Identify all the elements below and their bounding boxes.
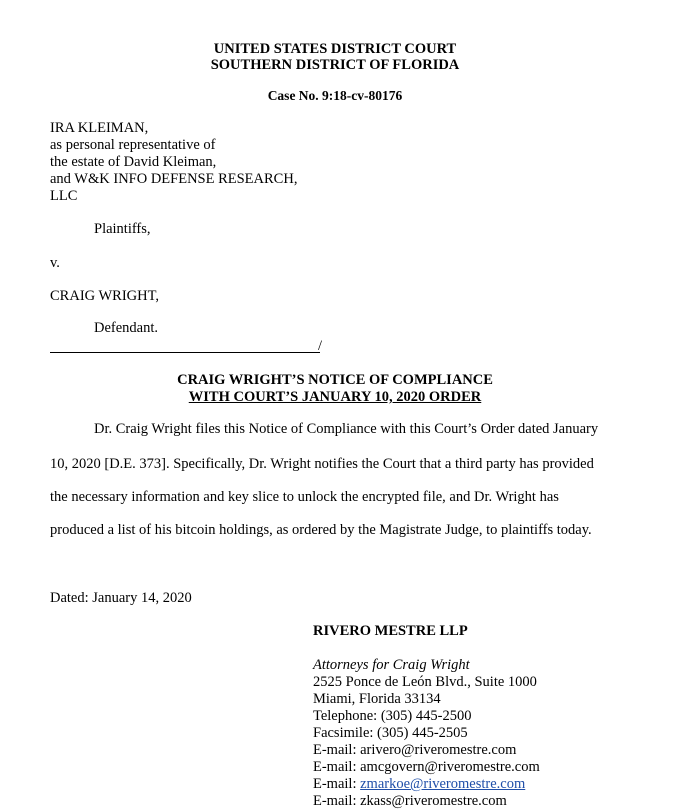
body-line: the necessary information and key slice to unlock the encrypted file, and Dr. Wright has [50, 489, 559, 505]
court-name: UNITED STATES DISTRICT COURT [213, 41, 457, 57]
plaintiffs-label: Plaintiffs, [94, 221, 151, 237]
email-row [313, 742, 540, 759]
telephone: Telephone: (305) 445-2500 [313, 708, 472, 724]
notice-subtitle: WITH COURT’S JANUARY 10, 2020 ORDER [188, 389, 482, 405]
email-address: amcgovern@riveromestre.com [360, 759, 540, 775]
court-district: SOUTHERN DISTRICT OF FLORIDA [210, 57, 460, 73]
body-line: Dr. Craig Wright files this Notice of Compliance with this Court’s Order dated January [94, 421, 599, 437]
email-label: E-mail: [313, 793, 357, 809]
plaintiff-line: IRA KLEIMAN, [50, 120, 149, 136]
plaintiffs-caption [50, 120, 297, 205]
plaintiff-line: LLC [50, 188, 78, 204]
attorneys-for: Attorneys for Craig Wright [313, 657, 470, 673]
body-line: produced a list of his bitcoin holdings, as ordered by the Magistrate Judge, to plaintiffs today. [50, 522, 592, 538]
email-link[interactable]: zmarkoe@riveromestre.com [360, 776, 526, 792]
address-line: Miami, Florida 33134 [313, 691, 441, 707]
address-line: 2525 Ponce de León Blvd., Suite 1000 [313, 674, 537, 690]
firm-name: RIVERO MESTRE LLP [313, 623, 468, 639]
plaintiff-line: the estate of David Kleiman, [50, 154, 217, 170]
defendant-name: CRAIG WRIGHT, [50, 288, 160, 304]
defendant-label: Defendant. [94, 320, 159, 336]
email-label: E-mail: [313, 742, 357, 758]
email-row [313, 759, 540, 776]
body-line: 10, 2020 [D.E. 373]. Specifically, Dr. Wright notifies the Court that a third party has provided [50, 456, 594, 472]
email-label: E-mail: [313, 776, 357, 792]
case-number: Case No. 9:18-cv-80176 [267, 88, 403, 103]
plaintiff-line: as personal representative of [50, 137, 216, 153]
caption-slash: / [318, 338, 323, 354]
notice-title: CRAIG WRIGHT’S NOTICE OF COMPLIANCE [177, 372, 493, 388]
email-row [313, 776, 540, 793]
facsimile: Facsimile: (305) 445-2505 [313, 725, 468, 741]
email-address: zkass@riveromestre.com [360, 793, 507, 809]
caption-divider-line [50, 352, 320, 353]
dated-line: Dated: January 14, 2020 [50, 590, 192, 606]
signature-block [313, 657, 540, 810]
versus: v. [50, 255, 60, 271]
plaintiff-line: and W&K INFO DEFENSE RESEARCH, [50, 171, 298, 187]
email-address: arivero@riveromestre.com [360, 742, 517, 758]
email-label: E-mail: [313, 759, 357, 775]
